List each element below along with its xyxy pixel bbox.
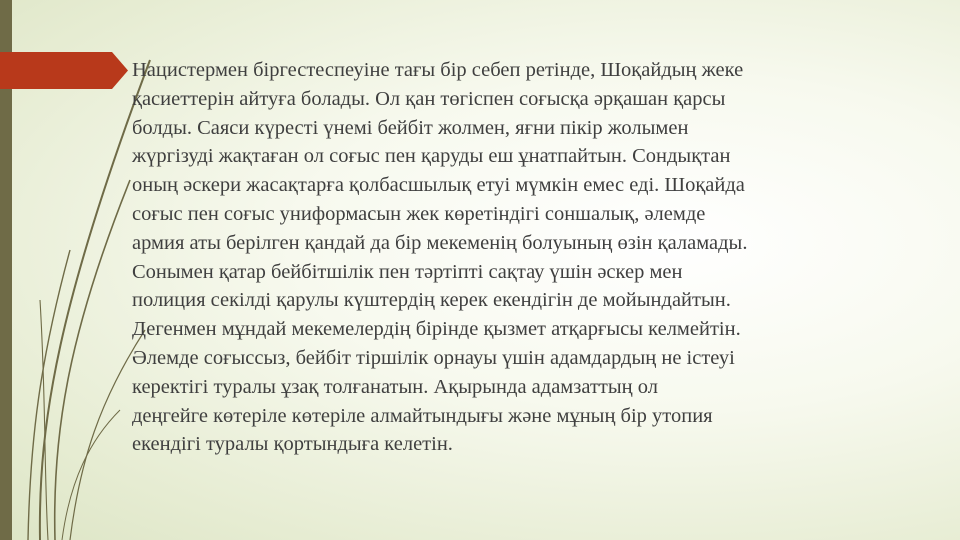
text-line: керектігі туралы ұзақ толғанатын. Ақырында адамзаттың ол — [132, 375, 658, 398]
text-line: армия аты берілген қандай да бір мекеменің болуының өзін қаламады. — [132, 231, 748, 254]
text-line: болды. Саяси күресті үнемі бейбіт жолмен, яғни пікір жолымен — [132, 116, 689, 139]
text-line: Әлемде соғыссыз, бейбіт тіршілік орнауы үшін адамдардың не істеуі — [132, 346, 735, 369]
text-line: деңгейге көтеріле көтеріле алмайтындығы және мұның бір утопия — [132, 404, 713, 427]
text-line: Дегенмен мұндай мекемелердің бірінде қызмет атқарғысы келмейтін. — [132, 318, 741, 341]
text-line: қасиеттерін айтуға болады. Ол қан төгіспен соғысқа әрқашан қарсы — [132, 87, 726, 110]
text-line: Сонымен қатар бейбітшілік пен тәртіпті сақтау үшін әскер мен — [132, 260, 683, 283]
stem-2 — [55, 180, 130, 540]
text-line: оның әскери жасақтарға қолбасшылық етуі мүмкін емес еді. Шоқайда — [132, 174, 745, 197]
text-line: Нацистермен біргестеспеуіне тағы бір себеп ретінде, Шоқайдың жеке — [132, 59, 744, 81]
text-line: полиция секілді қарулы күштердің керек екендігін де мойындайтын. — [132, 289, 731, 312]
slide-body-text — [132, 56, 932, 459]
arrow-marker-icon — [0, 52, 128, 89]
stem-6 — [62, 410, 120, 540]
text-line: жүргізуді жақтаған ол соғыс пен қаруды еш ұнатпайтын. Сондықтан — [132, 145, 731, 168]
text-line: соғыс пен соғыс униформасын жек көретіндігі соншалық, әлемде — [132, 202, 706, 225]
text-line: екендігі туралы қортындыға келетін. — [132, 433, 453, 456]
stem-3 — [28, 250, 70, 540]
